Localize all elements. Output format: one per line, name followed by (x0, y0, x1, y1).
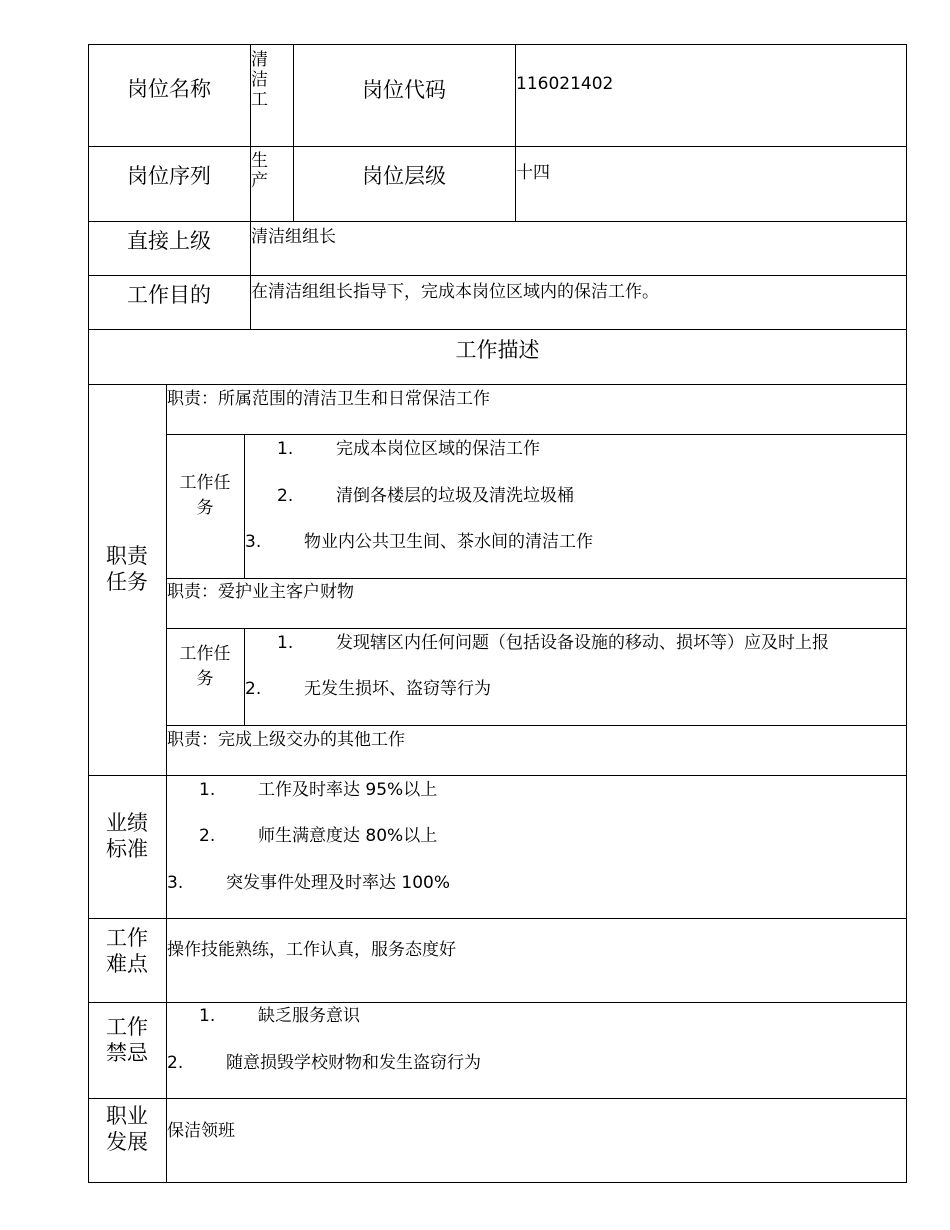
career-label-line1: 职业 (106, 1104, 148, 1128)
post-code-value: 116021402 (516, 74, 614, 94)
direct-superior-label: 直接上级 (127, 229, 211, 253)
item-text: 随意损毁学校财物和发生盗窃行为 (226, 1053, 481, 1073)
career-label-line2: 发展 (106, 1130, 148, 1154)
taboo-label (88, 1014, 166, 1066)
task-label-line2: 务 (196, 669, 214, 689)
performance-item (199, 779, 438, 801)
col-divider (244, 434, 245, 579)
item-number: 3. (167, 873, 184, 893)
task-label-line1: 工作任 (179, 473, 231, 493)
row-divider (166, 578, 907, 579)
row-divider (88, 1098, 907, 1099)
task-label-line2: 务 (196, 498, 214, 518)
item-number: 1. (199, 780, 216, 800)
item-text: 缺乏服务意识 (258, 1006, 360, 1026)
item-text: 工作及时率达 95%以上 (258, 780, 438, 800)
performance-label (88, 810, 166, 862)
performance-label-line1: 业绩 (106, 811, 148, 835)
row-divider (88, 775, 907, 776)
post-name-value: 清洁工 (251, 50, 268, 110)
taboo-item (199, 1005, 360, 1027)
task-text: 无发生损坏、盗窃等行为 (304, 679, 491, 699)
duties-label (88, 543, 166, 595)
task-text: 清倒各楼层的垃圾及清洗垃圾桶 (336, 486, 574, 506)
difficulty-text: 操作技能熟练，工作认真，服务态度好 (167, 940, 456, 960)
col-divider (244, 628, 245, 726)
item-number: 1. (199, 1006, 216, 1026)
task-item (277, 632, 829, 654)
item-number: 2. (167, 1053, 184, 1073)
task-text: 物业内公共卫生间、茶水间的清洁工作 (304, 532, 593, 552)
taboo-label-line1: 工作 (106, 1015, 148, 1039)
col-divider (515, 44, 516, 222)
row-divider (88, 918, 907, 919)
row-divider (166, 725, 907, 726)
task-item (245, 531, 593, 553)
post-level-value: 十四 (516, 163, 550, 183)
task-text: 完成本岗位区域的保洁工作 (336, 439, 540, 459)
task-number: 3. (245, 532, 262, 552)
performance-label-line2: 标准 (106, 837, 148, 861)
post-level-label: 岗位层级 (362, 164, 446, 188)
task-number: 2. (245, 679, 262, 699)
task-item (245, 678, 491, 700)
description-title: 工作描述 (455, 338, 540, 362)
job-purpose-value: 在清洁组组长指导下，完成本岗位区域内的保洁工作。 (251, 282, 659, 302)
task-number: 2. (277, 486, 294, 506)
item-number: 2. (199, 826, 216, 846)
duty-title: 职责：爱护业主客户财物 (167, 582, 354, 602)
duty-title: 职责：所属范围的清洁卫生和日常保洁工作 (167, 389, 490, 409)
task-label (166, 642, 244, 692)
performance-item (167, 872, 451, 894)
task-number: 1. (277, 439, 294, 459)
task-item (277, 485, 574, 507)
task-item (277, 438, 540, 460)
career-text: 保洁领班 (167, 1121, 235, 1141)
difficulty-label (88, 925, 166, 977)
career-label (88, 1103, 166, 1155)
item-text: 师生满意度达 80%以上 (258, 826, 438, 846)
task-label (166, 471, 244, 521)
row-divider (166, 628, 907, 629)
performance-item (199, 825, 438, 847)
row-divider (88, 384, 907, 385)
post-series-value: 生产 (251, 151, 268, 191)
difficulty-label-line1: 工作 (106, 926, 148, 950)
row-divider (88, 275, 907, 276)
item-text: 突发事件处理及时率达 100% (226, 873, 451, 893)
post-code-label: 岗位代码 (362, 78, 446, 102)
row-divider (88, 221, 907, 222)
task-number: 1. (277, 633, 294, 653)
direct-superior-value: 清洁组组长 (251, 227, 336, 247)
task-label-line1: 工作任 (179, 644, 231, 664)
taboo-item (167, 1052, 481, 1074)
taboo-label-line2: 禁忌 (106, 1041, 148, 1065)
row-divider (166, 434, 907, 435)
post-name-label: 岗位名称 (127, 77, 211, 101)
difficulty-label-line2: 难点 (106, 952, 148, 976)
duty-title: 职责：完成上级交办的其他工作 (167, 730, 405, 750)
col-divider (293, 44, 294, 222)
duties-label-line2: 任务 (106, 570, 148, 594)
row-divider (88, 329, 907, 330)
row-divider (88, 146, 907, 147)
job-purpose-label: 工作目的 (127, 283, 211, 307)
duties-label-line1: 职责 (106, 544, 148, 568)
post-series-label: 岗位序列 (127, 164, 211, 188)
task-text: 发现辖区内任何问题（包括设备设施的移动、损坏等）应及时上报 (336, 633, 829, 653)
row-divider (88, 1002, 907, 1003)
